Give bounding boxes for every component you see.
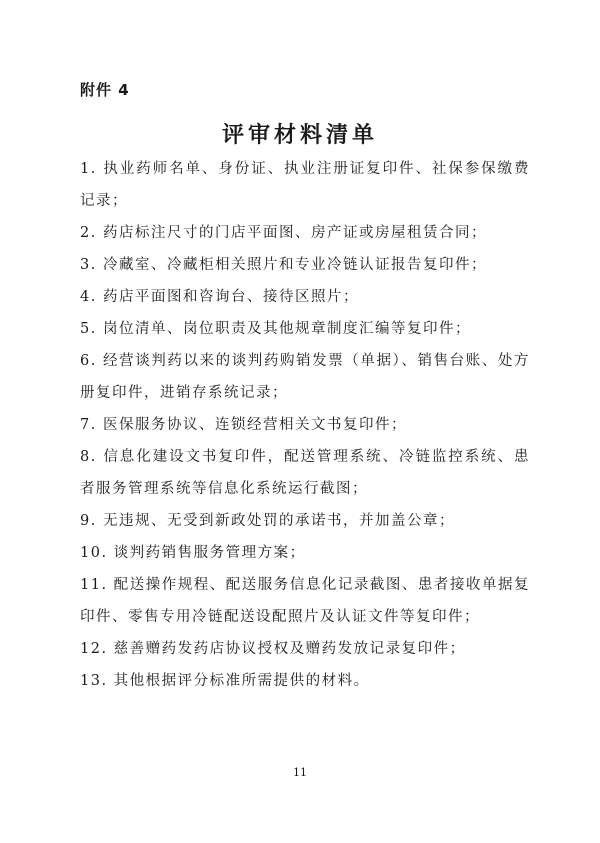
list-item: 3. 冷藏室、冷藏柜相关照片和专业冷链认证报告复印件；: [80, 257, 487, 273]
list-item: 5. 岗位清单、岗位职责及其他规章制度汇编等复印件；: [80, 321, 471, 337]
document-title: 评审材料清单: [221, 123, 378, 148]
list-item: 7. 医保服务协议、连锁经营相关文书复印件；: [80, 417, 407, 433]
list-item: 4. 药店平面图和咨询台、接待区照片；: [80, 289, 359, 305]
list-item: 11. 配送操作规程、配送服务信息化记录截图、患者接收单据复印件、零售专用冷链配送设配照片及认证文件等复印件；: [80, 577, 530, 625]
list-item: 13. 其他根据评分标准所需提供的材料。: [80, 673, 370, 689]
list-item: 10. 谈判药销售服务管理方案；: [80, 545, 306, 561]
page-number: 11: [293, 766, 307, 779]
list-item: 2. 药店标注尺寸的门店平面图、房产证或房屋租赁合同；: [80, 225, 487, 241]
list-item: 12. 慈善赠药发药店协议授权及赠药发放记录复印件；: [80, 641, 466, 657]
list-item: 1. 执业药师名单、身份证、执业注册证复印件、社保参保缴费记录；: [80, 161, 530, 209]
attachment-label: 附件 4: [80, 81, 130, 99]
list-item: 9. 无违规、无受到新政处罚的承诺书，并加盖公章；: [80, 513, 455, 529]
list-item: 6. 经营谈判药以来的谈判药购销发票（单据）、销售台账、处方册复印件，进销存系统记录；: [80, 353, 530, 401]
materials-list: [80, 153, 530, 697]
list-item: 8. 信息化建设文书复印件，配送管理系统、冷链监控系统、患者服务管理系统等信息化系统运行截图；: [80, 449, 530, 497]
